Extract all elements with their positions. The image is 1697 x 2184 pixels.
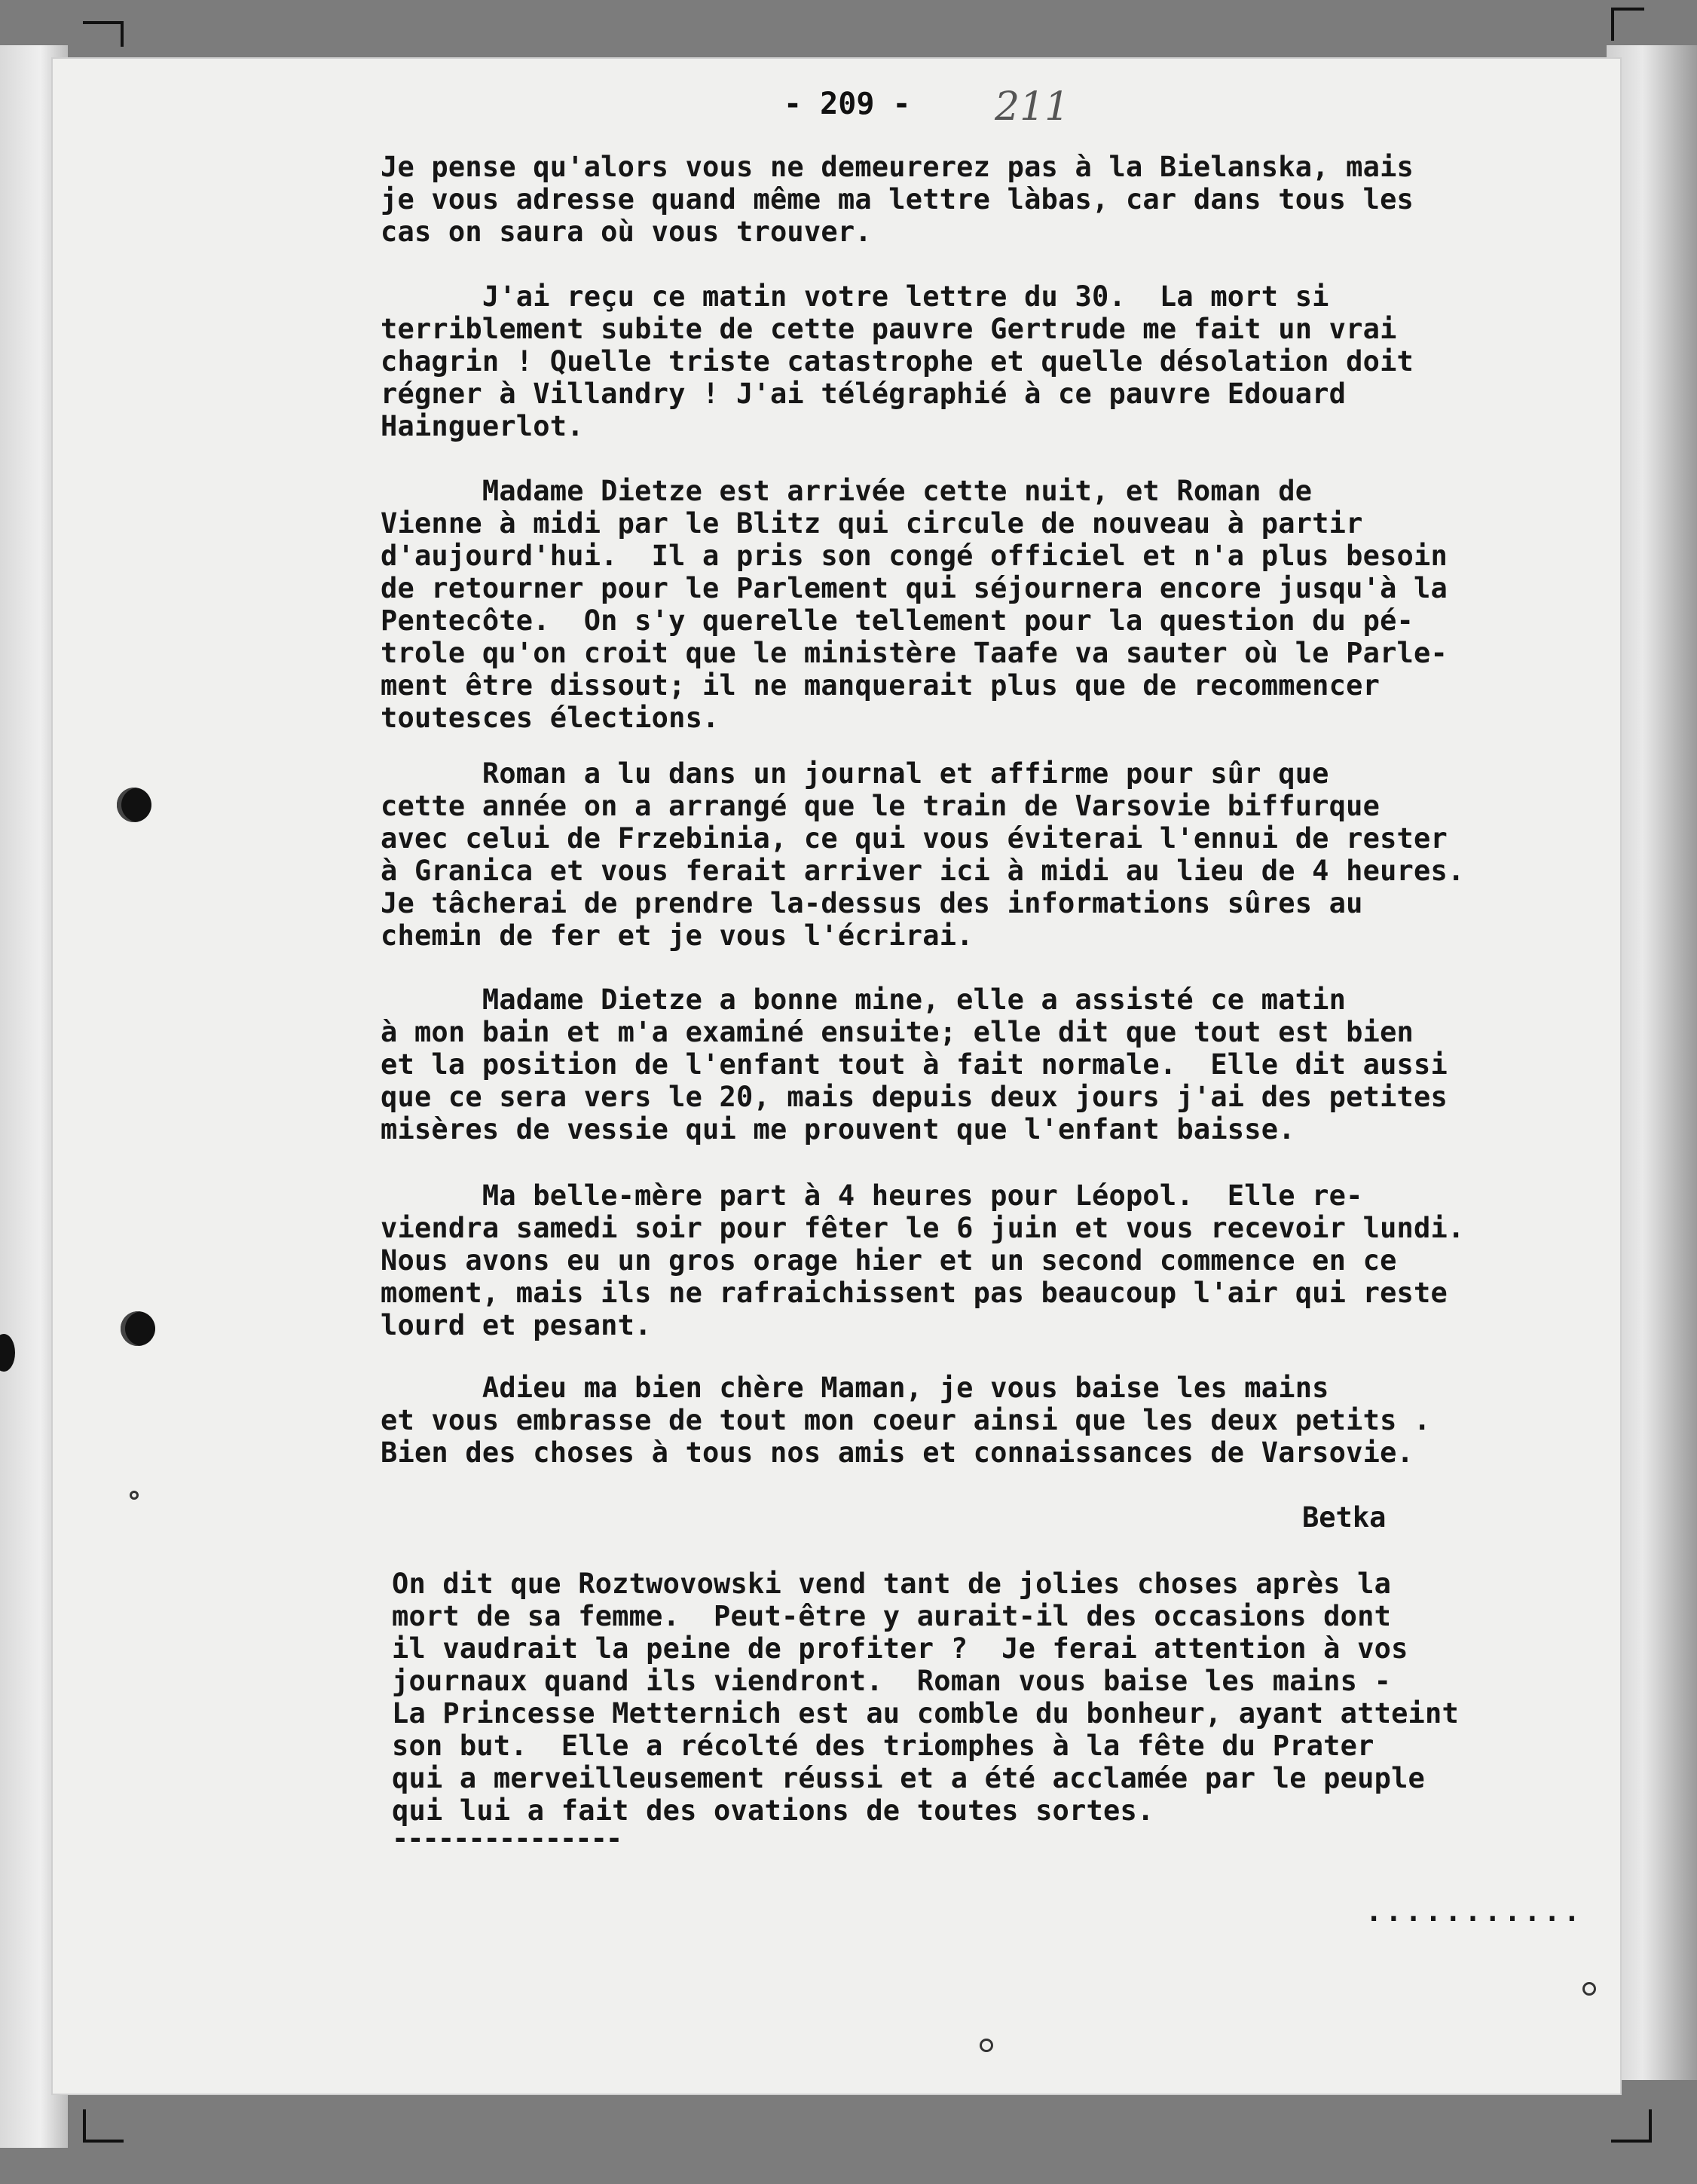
text-line: chemin de fer et je vous l'écrirai. — [381, 919, 974, 952]
postscript — [392, 1568, 1613, 1827]
stray-mark — [980, 2039, 993, 2052]
text-line: son but. Elle a récolté des triomphes à la fête du Prater — [392, 1730, 1374, 1762]
text-line: avec celui de Frzebinia, ce qui vous éviterai l'ennui de rester — [381, 822, 1448, 855]
text-line: misères de vessie qui me prouvent que l'enfant baisse. — [381, 1113, 1295, 1146]
text-line: et la position de l'enfant tout à fait normale. Elle dit aussi — [381, 1048, 1448, 1081]
text-line: cette année on a arrangé que le train de Varsovie biffurque — [381, 790, 1381, 822]
closing-ellipsis: ........... — [1365, 1895, 1584, 1928]
text-line: On dit que Roztwovowski vend tant de jolies choses après la — [392, 1568, 1392, 1600]
text-line: journaux quand ils viendront. Roman vous baise les mains - — [392, 1665, 1392, 1697]
punch-hole-lower — [121, 1311, 155, 1346]
text-line: Adieu ma bien chère Maman, je vous baise les mains — [381, 1372, 1329, 1404]
paragraph-3 — [381, 475, 1601, 734]
text-line: il vaudrait la peine de profiter ? Je ferai attention à vos — [392, 1632, 1408, 1665]
crop-mark-bottom-left — [83, 2109, 124, 2143]
text-line: et vous embrasse de tout mon coeur ainsi que les deux petits . — [381, 1404, 1431, 1436]
paragraph-4 — [381, 757, 1601, 952]
signature: Betka — [1302, 1501, 1387, 1534]
text-line: cas on saura où vous trouver. — [381, 216, 872, 248]
text-line: trole qu'on croit que le ministère Taafe va sauter où le Parle- — [381, 637, 1448, 669]
text-line: Madame Dietze est arrivée cette nuit, et Roman de — [381, 475, 1313, 507]
text-line: Madame Dietze a bonne mine, elle a assisté ce matin — [381, 983, 1347, 1016]
paragraph-6 — [381, 1179, 1601, 1341]
text-line: à Granica et vous ferait arriver ici à midi au lieu de 4 heures. — [381, 855, 1465, 887]
text-line: que ce sera vers le 20, mais depuis deux jours j'ai des petites — [381, 1081, 1448, 1113]
crop-mark-top-right — [1611, 8, 1644, 41]
text-line: qui lui a fait des ovations de toutes sortes. — [392, 1794, 1154, 1827]
crop-mark-top-left — [83, 21, 124, 47]
text-line: ment être dissout; il ne manquerait plus que de recommencer — [381, 669, 1381, 702]
text-line: Je tâcherai de prendre la-dessus des informations sûres au — [381, 887, 1363, 919]
paragraph-5 — [381, 983, 1601, 1146]
text-line: Bien des choses à tous nos amis et connaissances de Varsovie. — [381, 1436, 1414, 1469]
stray-mark — [130, 1491, 139, 1500]
text-line: viendra samedi soir pour fêter le 6 juin et vous recevoir lundi. — [381, 1212, 1465, 1244]
text-line: La Princesse Metternich est au comble du bonheur, ayant atteint — [392, 1697, 1459, 1730]
text-line: de retourner pour le Parlement qui séjournera encore jusqu'à la — [381, 572, 1448, 604]
paragraph-2 — [381, 280, 1601, 442]
crop-mark-bottom-right — [1611, 2109, 1652, 2143]
punch-hole-upper — [117, 788, 151, 822]
stray-mark — [1582, 1982, 1596, 1996]
text-line: lourd et pesant. — [381, 1309, 652, 1341]
text-line: Vienne à midi par le Blitz qui circule de nouveau à partir — [381, 507, 1363, 540]
page-stack-right-edge — [1607, 45, 1697, 2080]
text-line: Je pense qu'alors vous ne demeurerez pas à la Bielanska, mais — [381, 151, 1414, 183]
paragraph-1 — [381, 151, 1601, 248]
text-line: Roman a lu dans un journal et affirme pour sûr que — [381, 757, 1329, 790]
text-line: chagrin ! Quelle triste catastrophe et quelle désolation doit — [381, 345, 1414, 378]
text-line: J'ai reçu ce matin votre lettre du 30. La mort si — [381, 280, 1329, 313]
page-number: - 209 - — [784, 87, 911, 121]
text-line: d'aujourd'hui. Il a pris son congé officiel et n'a plus besoin — [381, 540, 1448, 572]
text-line: qui a merveilleusement réussi et a été acclamée par le peuple — [392, 1762, 1426, 1794]
text-line: terriblement subite de cette pauvre Gertrude me fait un vrai — [381, 313, 1397, 345]
text-line: mort de sa femme. Peut-être y aurait-il des occasions dont — [392, 1600, 1392, 1632]
text-line: à mon bain et m'a examiné ensuite; elle dit que tout est bien — [381, 1016, 1414, 1048]
paragraph-7 — [381, 1372, 1601, 1469]
text-line: moment, mais ils ne rafraichissent pas beaucoup l'air qui reste — [381, 1277, 1448, 1309]
text-line: je vous adresse quand même ma lettre làbas, car dans tous les — [381, 183, 1414, 216]
text-line: toutesces élections. — [381, 702, 720, 734]
text-line: Hainguerlot. — [381, 410, 584, 442]
text-line: régner à Villandry ! J'ai télégraphié à ce pauvre Edouard — [381, 378, 1347, 410]
handwritten-page-number: 211 — [995, 84, 1070, 130]
text-line: Ma belle-mère part à 4 heures pour Léopol. Elle re- — [381, 1179, 1363, 1212]
text-line: Pentecôte. On s'y querelle tellement pour la question du pé- — [381, 604, 1414, 637]
dash-rule: --------------- — [392, 1822, 622, 1855]
text-line: Nous avons eu un gros orage hier et un second commence en ce — [381, 1244, 1397, 1277]
